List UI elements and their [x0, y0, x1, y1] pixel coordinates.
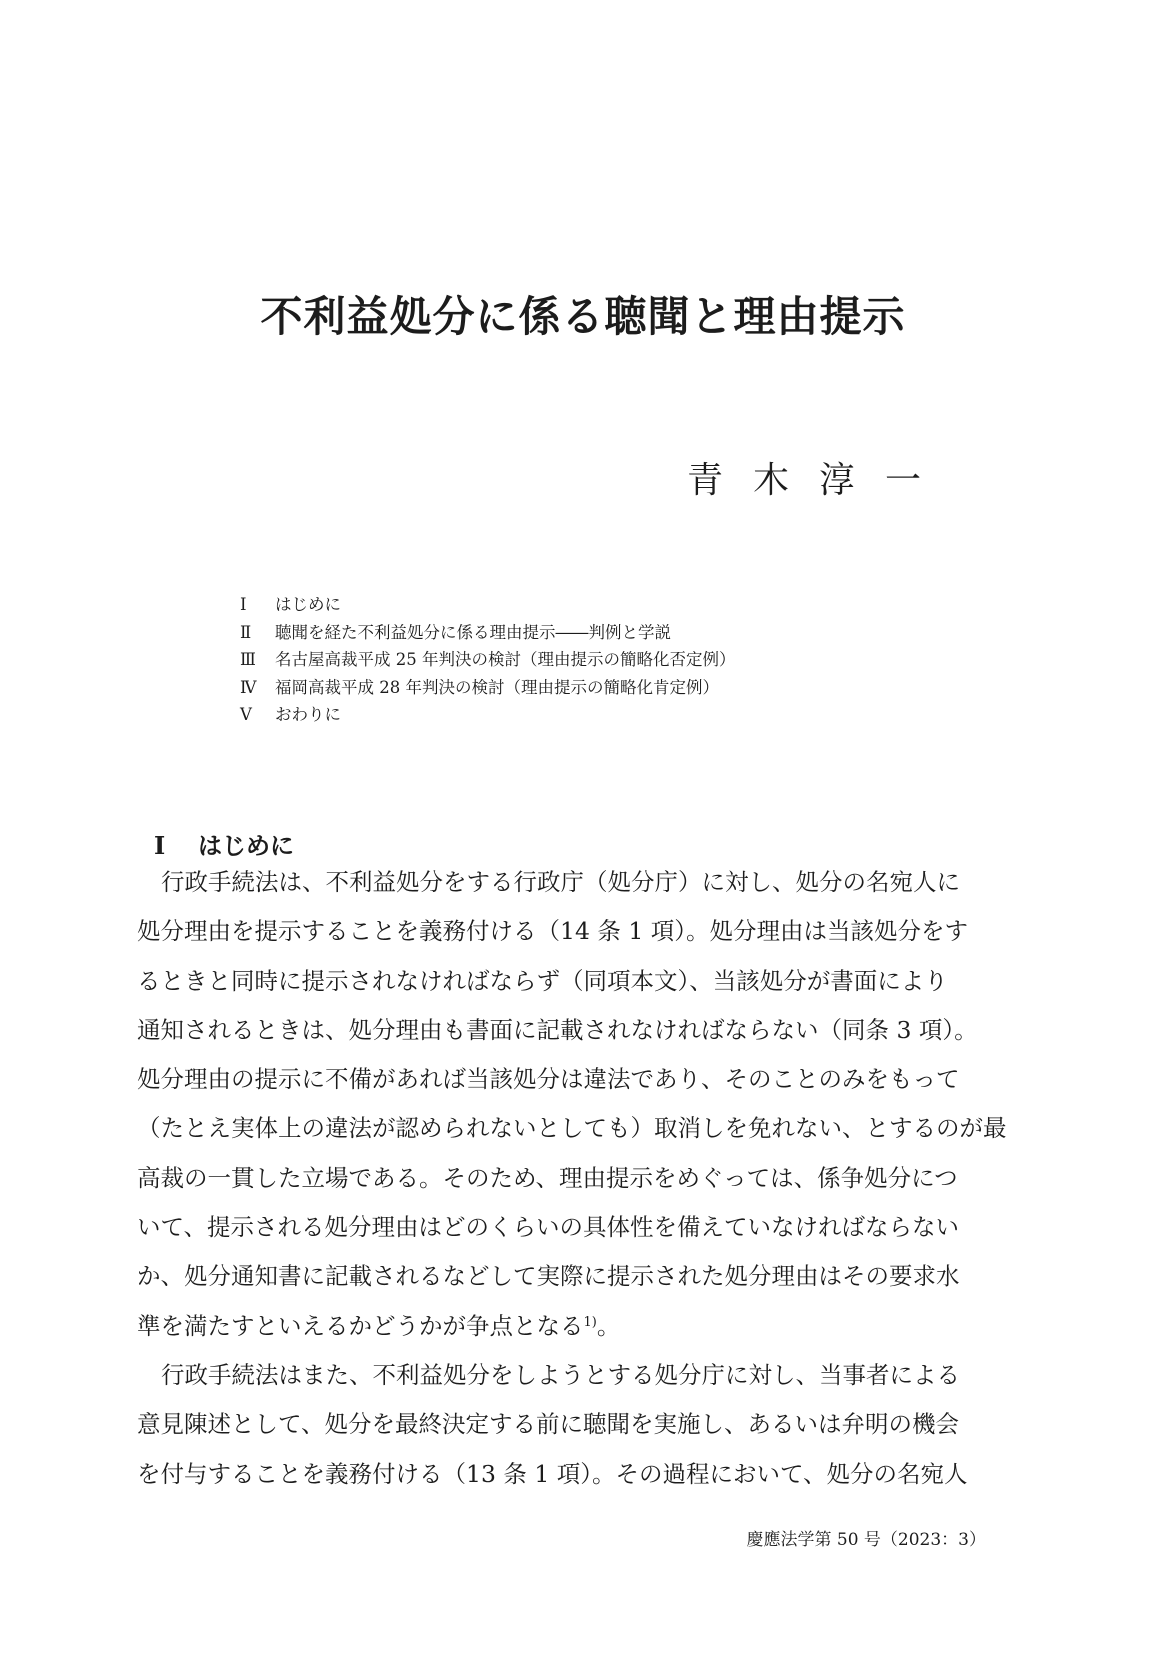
toc-item [240, 591, 736, 619]
text-line: いて、提示される処分理由はどのくらいの具体性を備えていなければならない [137, 1213, 960, 1242]
text-line: 通知されるときは、処分理由も書面に記載されなければならない（同条 3 項）。 [137, 1015, 978, 1044]
text-line: 行政手続法は、不利益処分をする行政庁（処分庁）に対し、処分の名宛人に [161, 868, 960, 896]
footnote-marker[interactable]: 1) [583, 1314, 597, 1330]
text-line: 処分理由を提示することを義務付ける（14 条 1 項）。処分理由は当該処分をす [137, 917, 969, 946]
paragraph [137, 858, 1027, 1351]
text-line: 処分理由の提示に不備があれば当該処分は違法であり、そのことのみをもって [137, 1065, 960, 1094]
paragraph [137, 1351, 1027, 1499]
toc-number: Ⅰ [240, 595, 247, 614]
toc-text: 聴聞を経た不利益処分に係る理由提示――判例と学説 [275, 622, 671, 642]
toc-item [240, 674, 736, 702]
text-line: 高裁の一貫した立場である。そのため、理由提示をめぐっては、係争処分につ [137, 1163, 958, 1192]
line-text: 準を満たすといえるかどうかが争点となる [137, 1311, 584, 1340]
toc-text: はじめに [275, 595, 341, 614]
text-line: を付与することを義務付ける（13 条 1 項）。その過程において、処分の名宛人 [137, 1459, 968, 1488]
table-of-contents [240, 591, 736, 729]
section-title: はじめに [198, 830, 294, 860]
toc-text: おわりに [275, 705, 341, 724]
text-line: （たとえ実体上の違法が認められないとしても）取消しを免れない、とするのが最 [137, 1114, 1007, 1143]
author-name: 青木淳一 [686, 460, 951, 501]
toc-number: Ⅲ [240, 650, 256, 669]
toc-number: Ⅱ [240, 622, 252, 642]
text-line: 意見陳述として、処分を最終決定する前に聴聞を実施し、あるいは弁明の機会 [137, 1410, 960, 1439]
toc-text: 名古屋高裁平成 25 年判決の検討（理由提示の簡略化否定例） [275, 650, 736, 669]
text-line: 行政手続法はまた、不利益処分をしようとする処分庁に対し、当事者による [161, 1360, 960, 1389]
article-title: 不利益処分に係る聴聞と理由提示 [260, 292, 906, 342]
journal-footer: 慶應法学第 50 号（2023：3） [746, 1530, 986, 1550]
toc-text: 福岡高裁平成 28 年判決の検討（理由提示の簡略化肯定例） [275, 677, 719, 697]
body-text [137, 858, 1027, 1499]
toc-item [240, 646, 736, 674]
section-heading [154, 826, 294, 861]
toc-number: Ⅴ [240, 705, 252, 724]
section-number: Ⅰ [154, 830, 166, 860]
toc-item [240, 619, 736, 647]
toc-number: Ⅳ [240, 677, 257, 697]
toc-item [240, 701, 736, 729]
text-line: るときと同時に提示されなければならず（同項本文）、当該処分が書面により [137, 966, 948, 995]
text-line: か、処分通知書に記載されるなどして実際に提示された処分理由はその要求水 [137, 1262, 960, 1291]
text-line [137, 1302, 1027, 1351]
line-punctuation: 。 [596, 1311, 621, 1340]
